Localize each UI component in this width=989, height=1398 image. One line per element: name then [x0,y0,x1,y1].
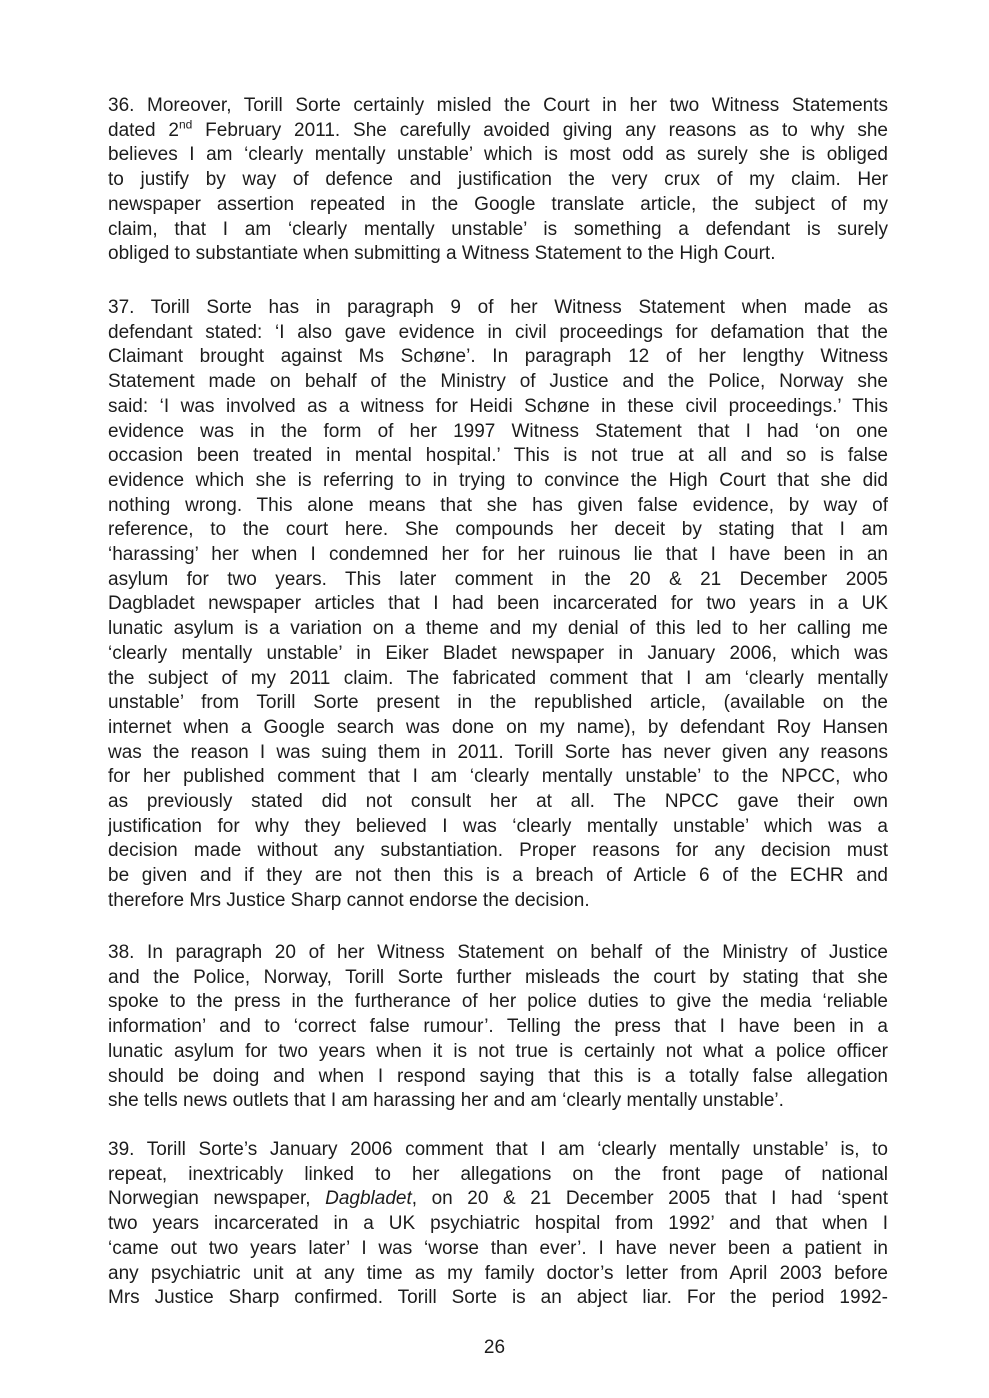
text-run: February 2011. She carefully avoided giving any reasons as to why she [192,119,888,141]
text-line: was the reason I was suing them in 2011. Torill Sorte has never given any reasons [108,741,888,763]
italic-newspaper-name: Dagbladet [325,1188,412,1210]
text-line: Mrs Justice Sharp confirmed. Torill Sorte is an abject liar. For the period 1992- [108,1287,888,1309]
text-line: asylum for two years. This later comment in the 20 & 21 December 2005 [108,568,888,590]
text-line: obliged to substantiate when submitting a Witness Statement to the High Court. [108,243,776,265]
text-line: the subject of my 2011 claim. The fabricated comment that I am ‘clearly mentally [108,667,888,689]
paragraph-39 [108,1138,888,1311]
text-line: claim, that I am ‘clearly mentally unstable’ is something a defendant is surely [108,218,888,240]
text-line: ‘came out two years later’ I was ‘worse than ever’. I have never been a patient in [108,1237,888,1259]
text-line: occasion been treated in mental hospital.’ This is not true at all and so is false [108,445,888,467]
page-number: 26 [483,1337,506,1358]
text-line: she tells news outlets that I am harassing her and am ‘clearly mentally unstable’. [108,1090,784,1112]
text-line: 39. Torill Sorte’s January 2006 comment that I am ‘clearly mentally unstable’ is, to [108,1139,888,1160]
text-line: to justify by way of defence and justification the very crux of my claim. Her [108,169,888,191]
text-line: Statement made on behalf of the Ministry of Justice and the Police, Norway she [108,371,888,393]
text-line: newspaper assertion repeated in the Google translate article, the subject of my [108,193,888,215]
text-line: unstable’ from Torill Sorte present in the republished article, (available on the [108,692,888,714]
text-line: evidence was in the form of her 1997 Witness Statement that I had ‘on one [108,420,888,442]
text-line: spoke to the press in the furtherance of her police duties to give the media ‘reliable [108,991,888,1013]
paragraph-36 [108,94,888,267]
text-line: evidence which she is referring to in trying to convince the High Court that she did [108,469,888,491]
text-line: said: ‘I was involved as a witness for Heidi Schøne in these civil proceedings.’ This [108,395,888,417]
text-line: lunatic asylum for two years when it is not true is certainly not what a police officer [108,1040,888,1062]
text-line: repeat, inextricably linked to her allegations on the front page of national [108,1163,888,1185]
text-line: justification for why they believed I was ‘clearly mentally unstable’ which was a [108,815,888,837]
text-line: 38. In paragraph 20 of her Witness Statement on behalf of the Ministry of Justice [108,942,888,963]
text-line: 36. Moreover, Torill Sorte certainly misled the Court in her two Witness Statements [108,95,888,116]
text-line: decision made without any substantiation. Proper reasons for any decision must [108,840,888,862]
text-line: defendant stated: ‘I also gave evidence in civil proceedings for defamation that the [108,321,888,343]
text-line: Claimant brought against Ms Schøne’. In paragraph 12 of her lengthy Witness [108,346,888,368]
text-line [108,119,888,144]
text-run: Norwegian newspaper, [108,1188,326,1210]
paragraph-38 [108,941,888,1114]
text-line: for her published comment that I am ‘clearly mentally unstable’ to the NPCC, who [108,766,888,788]
text-line: therefore Mrs Justice Sharp cannot endorse the decision. [108,889,590,911]
text-line: Dagbladet newspaper articles that I had been incarcerated for two years in a UK [108,593,888,615]
text-line: nothing wrong. This alone means that she has given false evidence, by way of [108,494,888,516]
text-line: any psychiatric unit at any time as my family doctor’s letter from April 2003 before [108,1262,888,1284]
text-line: reference, to the court here. She compounds her deceit by stating that I am [108,519,888,541]
superscript: nd [178,118,193,132]
text-line: ‘harassing’ her when I condemned her for her ruinous lie that I have been in an [108,544,888,566]
text-run: dated 2 [108,119,179,141]
text-line [108,1187,888,1212]
text-line: be given and if they are not then this is a breach of Article 6 of the ECHR and [108,865,888,887]
text-run: , on 20 & 21 December 2005 that I had ‘spent [411,1188,888,1210]
paragraph-37 [108,296,888,914]
text-line: information’ and to ‘correct false rumour’. Telling the press that I have been in a [108,1016,888,1038]
text-line: and the Police, Norway, Torill Sorte further misleads the court by stating that she [108,966,888,988]
text-line: two years incarcerated in a UK psychiatric hospital from 1992’ and that when I [108,1213,888,1235]
text-line: believes I am ‘clearly mentally unstable’ which is most odd as surely she is obliged [108,144,888,166]
text-line: as previously stated did not consult her at all. The NPCC gave their own [108,791,888,813]
text-line: internet when a Google search was done on my name), by defendant Roy Hansen [108,716,888,738]
text-line: 37. Torill Sorte has in paragraph 9 of her Witness Statement when made as [108,297,888,318]
text-line: ‘clearly mentally unstable’ in Eiker Bladet newspaper in January 2006, which was [108,642,888,664]
text-line: lunatic asylum is a variation on a theme and my denial of this led to her calling me [108,618,888,640]
text-line: should be doing and when I respond saying that this is a totally false allegation [108,1065,888,1087]
